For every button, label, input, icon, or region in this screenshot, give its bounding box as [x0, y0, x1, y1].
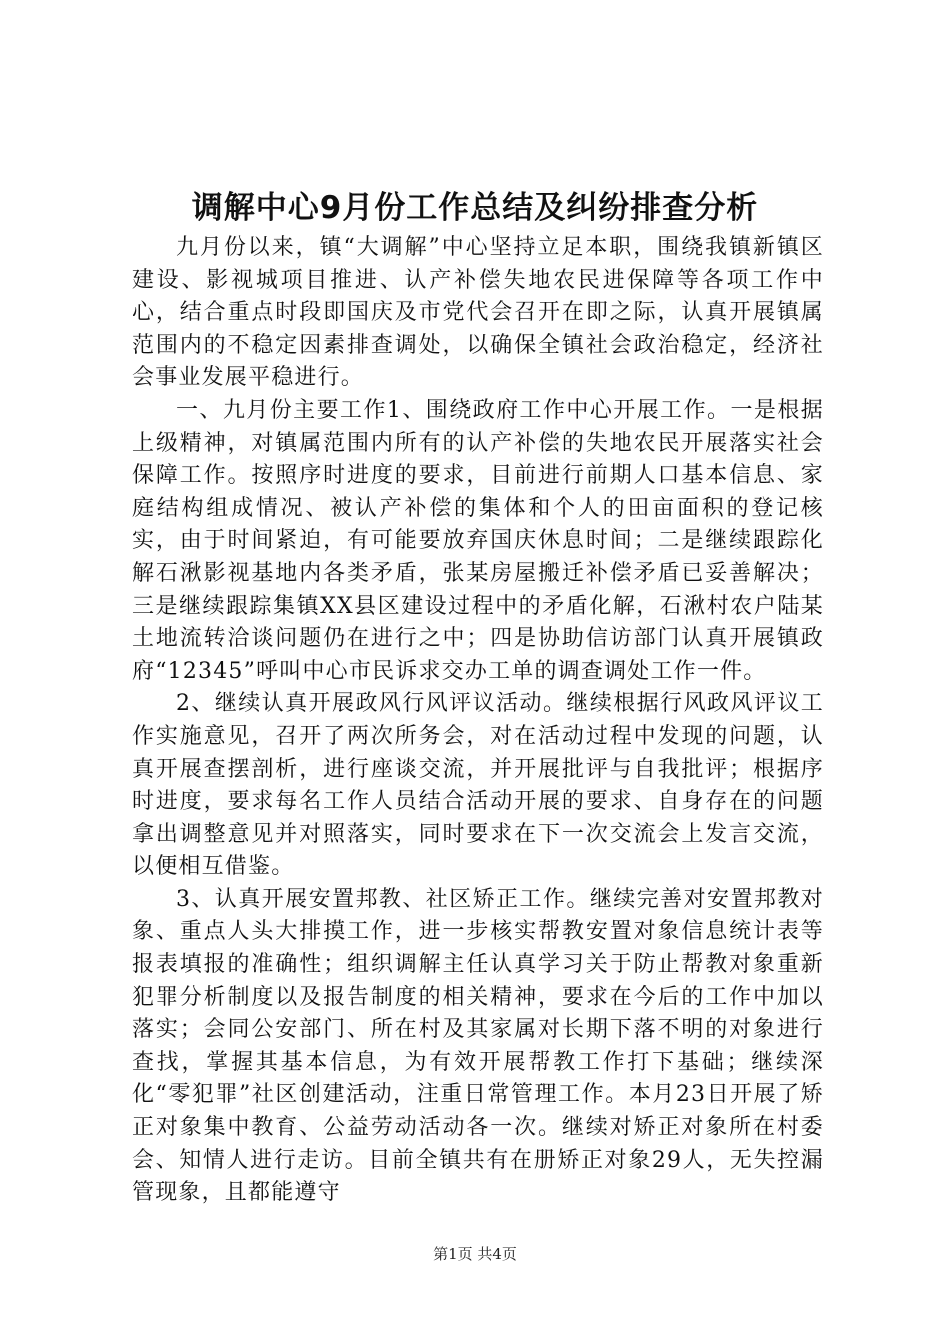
document-title: 调解中心9月份工作总结及纠纷排查分析	[191, 190, 759, 226]
paragraph-section-1: 一、九月份主要工作1、围绕政府工作中心开展工作。一是根据上级精神，对镇属范围内所有的认产补偿的失地农民开展落实社会保障工作。按照序时进度的要求，目前进行前期人口基本信息、家庭结构组成情况、被认产补偿的集体和个人的田亩面积的登记核实，由于时间紧迫，有可能要放弃国庆休息时间；二是继续跟踪化解石湫影视基地内各类矛盾，张某房屋搬迁补偿矛盾已妥善解决；三是继续跟踪集镇XX县区建设过程中的矛盾化解，石湫村农户陆某土地流转洽谈问题仍在进行之中；四是协助信访部门认真开展镇政府“12345”呼叫中心市民诉求交办工单的调查调处工作一件。	[132, 397, 824, 684]
paragraph-section-2: 2、继续认真开展政风行风评议活动。继续根据行风政风评议工作实施意见，召开了两次所务会，对在活动过程中发现的问题，认真开展查摆剖析，进行座谈交流，并开展批评与自我批评；根据序时进度，要求每名工作人员结合活动开展的要求、自身存在的问题拿出调整意见并对照落实，同时要求在下一次交流会上发言交流，以便相互借鉴。	[132, 691, 824, 880]
document-body	[132, 232, 824, 1210]
page-footer: 第1页 共4页	[433, 1245, 517, 1263]
paragraph-section-3: 3、认真开展安置邦教、社区矫正工作。继续完善对安置邦教对象、重点人头大排摸工作，进一步核实帮教安置对象信息统计表等报表填报的准确性；组织调解主任认真学习关于防止帮教对象重新犯罪分析制度以及报告制度的相关精神，要求在今后的工作中加以落实；会同公安部门、所在村及其家属对长期下落不明的对象进行查找，掌握其基本信息，为有效开展帮教工作打下基础；继续深化“零犯罪”社区创建活动，注重日常管理工作。本月23日开展了矫正对象集中教育、公益劳动活动各一次。继续对矫正对象所在村委会、知情人进行走访。目前全镇共有在册矫正对象29人，无失控漏管现象，且都能遵守	[132, 886, 824, 1206]
paragraph-intro: 九月份以来，镇“大调解”中心坚持立足本职，围绕我镇新镇区建设、影视城项目推进、认产补偿失地农民进保障等各项工作中心，结合重点时段即国庆及市党代会召开在即之际，认真开展镇属范围内的不稳定因素排查调处，以确保全镇社会政治稳定，经济社会事业发展平稳进行。	[132, 235, 824, 391]
